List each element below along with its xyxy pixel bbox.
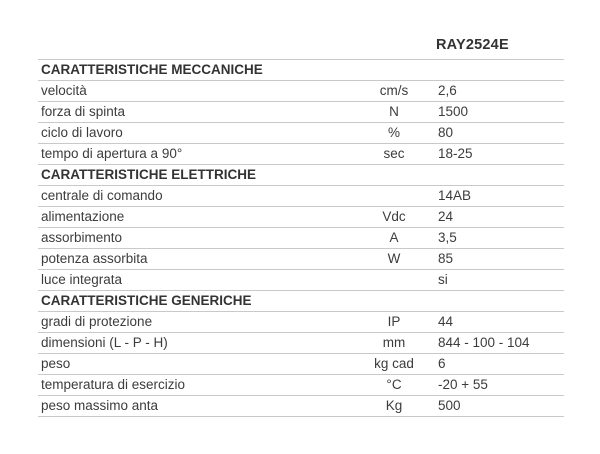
- spec-value: 85: [438, 251, 454, 266]
- spec-row: [38, 227, 564, 248]
- spec-unit: W: [387, 251, 401, 266]
- spec-label: gradi di protezione: [41, 314, 153, 329]
- spec-label: temperatura di esercizio: [41, 377, 186, 392]
- spec-row: [38, 395, 564, 417]
- spec-row: [38, 374, 564, 395]
- section-title: CARATTERISTICHE MECCANICHE: [41, 62, 263, 77]
- spec-unit: IP: [387, 314, 401, 329]
- spec-row: [38, 80, 564, 101]
- spec-row: [38, 206, 564, 227]
- spec-unit: °C: [386, 377, 402, 392]
- spec-value: 500: [438, 398, 461, 413]
- model-header: [38, 32, 564, 59]
- spec-value: 6: [438, 356, 446, 371]
- spec-value: -20 + 55: [438, 377, 488, 392]
- section-title: CARATTERISTICHE ELETTRICHE: [41, 167, 256, 182]
- spec-row: [38, 353, 564, 374]
- spec-label: tempo di apertura a 90°: [41, 146, 183, 161]
- spec-value: 1500: [438, 104, 469, 119]
- spec-row: [38, 143, 564, 164]
- spec-label: potenza assorbita: [41, 251, 148, 266]
- spec-unit: mm: [382, 335, 406, 350]
- spec-row: [38, 248, 564, 269]
- section-header-row: [38, 290, 564, 311]
- spec-label: alimentazione: [41, 209, 125, 224]
- spec-value: 24: [438, 209, 454, 224]
- spec-row: [38, 332, 564, 353]
- spec-row: [38, 311, 564, 332]
- spec-value: 80: [438, 125, 454, 140]
- section-header-row: [38, 164, 564, 185]
- spec-row: [38, 101, 564, 122]
- spec-unit: N: [389, 104, 399, 119]
- spec-label: assorbimento: [41, 230, 123, 245]
- spec-unit: cm/s: [379, 83, 409, 98]
- spec-unit: Kg: [385, 398, 403, 413]
- spec-row: [38, 269, 564, 290]
- spec-label: luce integrata: [41, 272, 123, 287]
- spec-value: si: [438, 272, 448, 287]
- spec-unit: kg cad: [374, 356, 414, 371]
- spec-unit: Vdc: [382, 209, 406, 224]
- spec-table: [38, 59, 564, 417]
- spec-label: peso massimo anta: [41, 398, 159, 413]
- spec-label: peso: [41, 356, 71, 371]
- spec-value: 2,6: [438, 83, 457, 98]
- spec-unit: sec: [383, 146, 405, 161]
- spec-value: 18-25: [438, 146, 473, 161]
- spec-row: [38, 185, 564, 206]
- spec-label: centrale di comando: [41, 188, 163, 203]
- spec-label: ciclo di lavoro: [41, 125, 123, 140]
- spec-unit: %: [387, 125, 400, 140]
- section-title: CARATTERISTICHE GENERICHE: [41, 293, 252, 308]
- model-name: RAY2524E: [436, 37, 509, 53]
- spec-label: velocità: [41, 83, 87, 98]
- spec-label: forza di spinta: [41, 104, 126, 119]
- spec-unit: A: [389, 230, 399, 245]
- spec-row: [38, 122, 564, 143]
- spec-value: 44: [438, 314, 454, 329]
- spec-label: dimensioni (L - P - H): [41, 335, 168, 350]
- section-header-row: [38, 59, 564, 80]
- spec-value: 14AB: [438, 188, 472, 203]
- spec-value: 844 - 100 - 104: [438, 335, 530, 350]
- spec-value: 3,5: [438, 230, 457, 245]
